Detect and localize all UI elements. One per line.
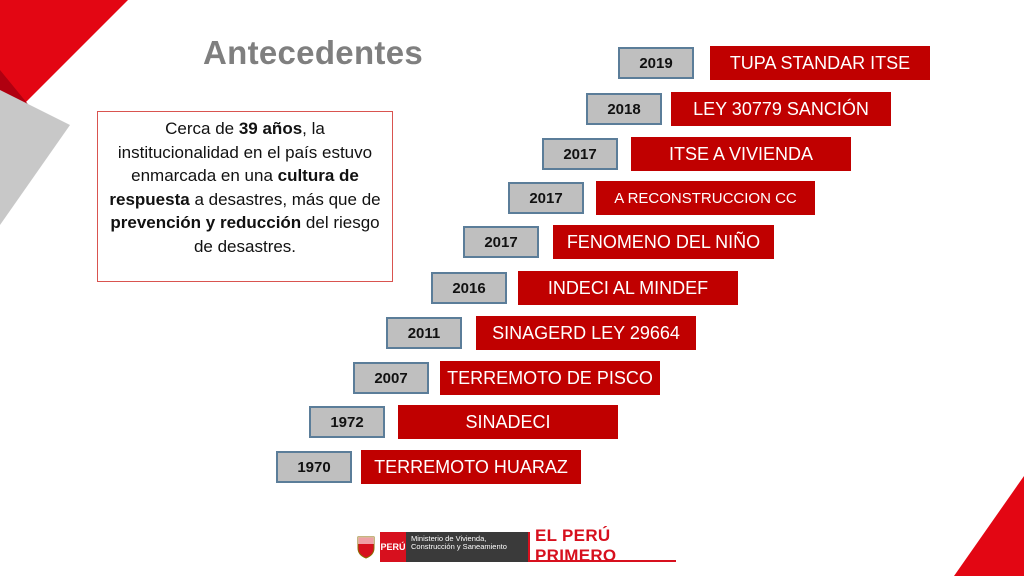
timeline-event: SINADECI [398, 405, 618, 439]
intro-text: a desastres, más que de [189, 189, 381, 209]
intro-bold: prevención y reducción [110, 213, 302, 232]
timeline-year: 2017 [542, 138, 618, 170]
timeline-event: TERREMOTO HUARAZ [361, 450, 581, 484]
timeline-year: 1972 [309, 406, 385, 438]
timeline-year: 2016 [431, 272, 507, 304]
timeline-year: 2018 [586, 93, 662, 125]
timeline-year: 2007 [353, 362, 429, 394]
corner-decoration-bottom [954, 476, 1024, 576]
peru-label: PERÚ [380, 532, 406, 562]
timeline-event: FENOMENO DEL NIÑO [553, 225, 774, 259]
timeline-year: 1970 [276, 451, 352, 483]
timeline-year: 2017 [508, 182, 584, 214]
intro-text: del riesgo de desastres. [193, 213, 380, 256]
intro-text-box [97, 111, 393, 282]
timeline-event: INDECI AL MINDEF [518, 271, 738, 305]
timeline-year: 2019 [618, 47, 694, 79]
ministry-logo [355, 531, 528, 563]
intro-text: , la institucionalidad en el país estuvo enmarcada en una [117, 119, 373, 185]
ministry-name: Ministerio de Vivienda, Construcción y Saneamiento [406, 532, 528, 562]
timeline-event: A RECONSTRUCCION CC [596, 181, 815, 215]
timeline-year: 2011 [386, 317, 462, 349]
coat-of-arms-icon [355, 535, 377, 559]
timeline-event: SINAGERD LEY 29664 [476, 316, 696, 350]
timeline-event: TERREMOTO DE PISCO [440, 361, 660, 395]
timeline-year: 2017 [463, 226, 539, 258]
el-peru-primero-logo: EL PERÚ PRIMERO [528, 532, 676, 562]
intro-text: Cerca de [165, 119, 239, 138]
timeline-event: ITSE A VIVIENDA [631, 137, 851, 171]
intro-bold: cultura de respuesta [109, 166, 359, 209]
intro-bold: 39 años [238, 119, 303, 138]
timeline-event: LEY 30779 SANCIÓN [671, 92, 891, 126]
page-title: Antecedentes [203, 34, 424, 71]
timeline-event: TUPA STANDAR ITSE [710, 46, 930, 80]
